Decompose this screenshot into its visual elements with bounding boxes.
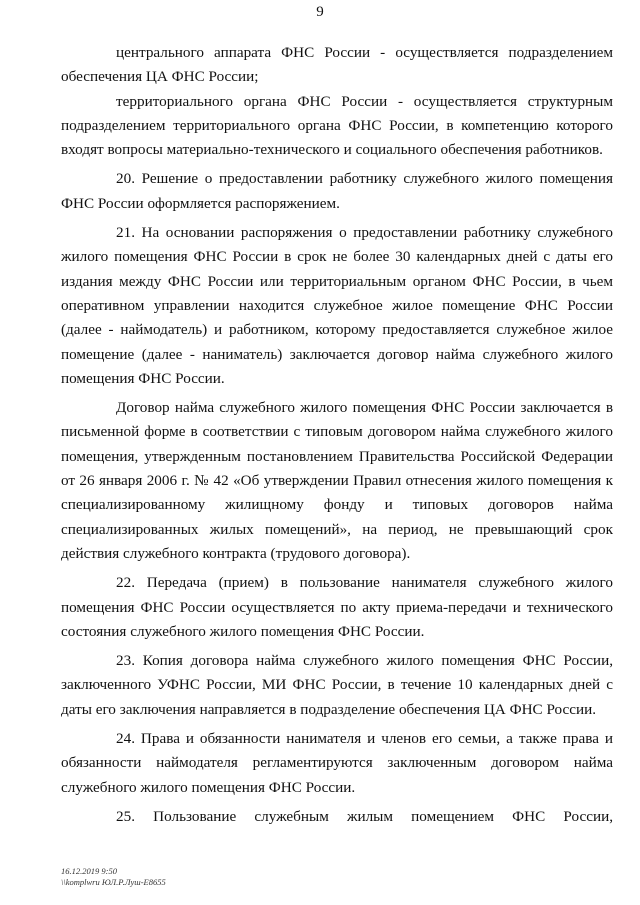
- text-line: помещение (далее - наниматель) заключается договор найма служебного жилого: [61, 345, 613, 363]
- text-line: обязанности наймодателя регламентируются заключенным договором найма: [61, 754, 613, 772]
- text-line: помещения, утвержденным постановлением Правительства Российской Федерации: [61, 447, 613, 465]
- text-line: обеспечения ЦА ФНС России;: [61, 68, 259, 86]
- text-line: 24. Права и обязанности нанимателя и членов его семьи, а также права и: [116, 730, 613, 748]
- text-line: ФНС России оформляется распоряжением.: [61, 194, 340, 212]
- text-line: издания между ФНС России или территориальным органом ФНС России, в чьем: [61, 272, 613, 290]
- text-line: (далее - наймодатель) и работником, которому предоставляется служебное жилое: [61, 321, 613, 339]
- text-line: территориального органа ФНС России - осуществляется структурным: [116, 92, 613, 110]
- text-line: 20. Решение о предоставлении работнику служебного жилого помещения: [116, 170, 613, 188]
- text-line: помещения ФНС России.: [61, 369, 225, 387]
- text-line: 25. Пользование служебным жилым помещением ФНС России,: [116, 807, 613, 825]
- text-line: входят вопросы материально-технического и социального обеспечения работников.: [61, 141, 603, 159]
- footer-file-path: \\komplwru ЮЛ.Р.Луш-Е8655: [61, 877, 166, 887]
- text-line: центрального аппарата ФНС России - осуществляется подразделением: [116, 44, 613, 61]
- text-line: 23. Копия договора найма служебного жилого помещения ФНС России,: [116, 652, 613, 670]
- text-line: служебного жилого помещения ФНС России.: [61, 778, 356, 796]
- text-line: жилого помещения ФНС России в срок не более 30 календарных дней с даты его: [61, 248, 613, 266]
- footer-timestamp: 16.12.2019 9:50: [61, 866, 117, 876]
- text-line: Договор найма служебного жилого помещения ФНС России заключается в: [116, 399, 613, 417]
- text-line: от 26 января 2006 г. № 42 «Об утверждении Правил отнесения жилого помещения к: [61, 472, 613, 490]
- document-footer: [61, 866, 166, 888]
- text-line: письменной форме в соответствии с типовым договором найма служебного жилого: [61, 423, 613, 441]
- text-line: даты его заключения направляется в подразделение обеспечения ЦА ФНС России.: [61, 700, 597, 718]
- text-line: оперативном управлении находится служебное жилое помещение ФНС России: [61, 296, 613, 314]
- text-line: подразделением территориального органа ФНС России, в компетенцию которого: [61, 116, 613, 134]
- text-line: заключенного УФНС России, МИ ФНС России, в течение 10 календарных дней с: [61, 676, 613, 694]
- text-line: 21. На основании распоряжения о предоставлении работнику служебного: [116, 224, 613, 242]
- text-line: состояния служебного жилого помещения ФНС России.: [61, 622, 425, 640]
- text-line: 22. Передача (прием) в пользование нанимателя служебного жилого: [116, 574, 613, 592]
- body-text: [61, 41, 613, 829]
- page-number: 9: [316, 4, 324, 20]
- text-line: специализированных жилых помещений», на период, не превышающий срок: [61, 520, 613, 538]
- text-line: специализированному жилищному фонду и типовых договоров найма: [61, 496, 613, 514]
- text-line: помещения ФНС России осуществляется по акту приема-передачи и технического: [61, 598, 613, 616]
- text-line: действия служебного контракта (трудового договора).: [61, 544, 411, 562]
